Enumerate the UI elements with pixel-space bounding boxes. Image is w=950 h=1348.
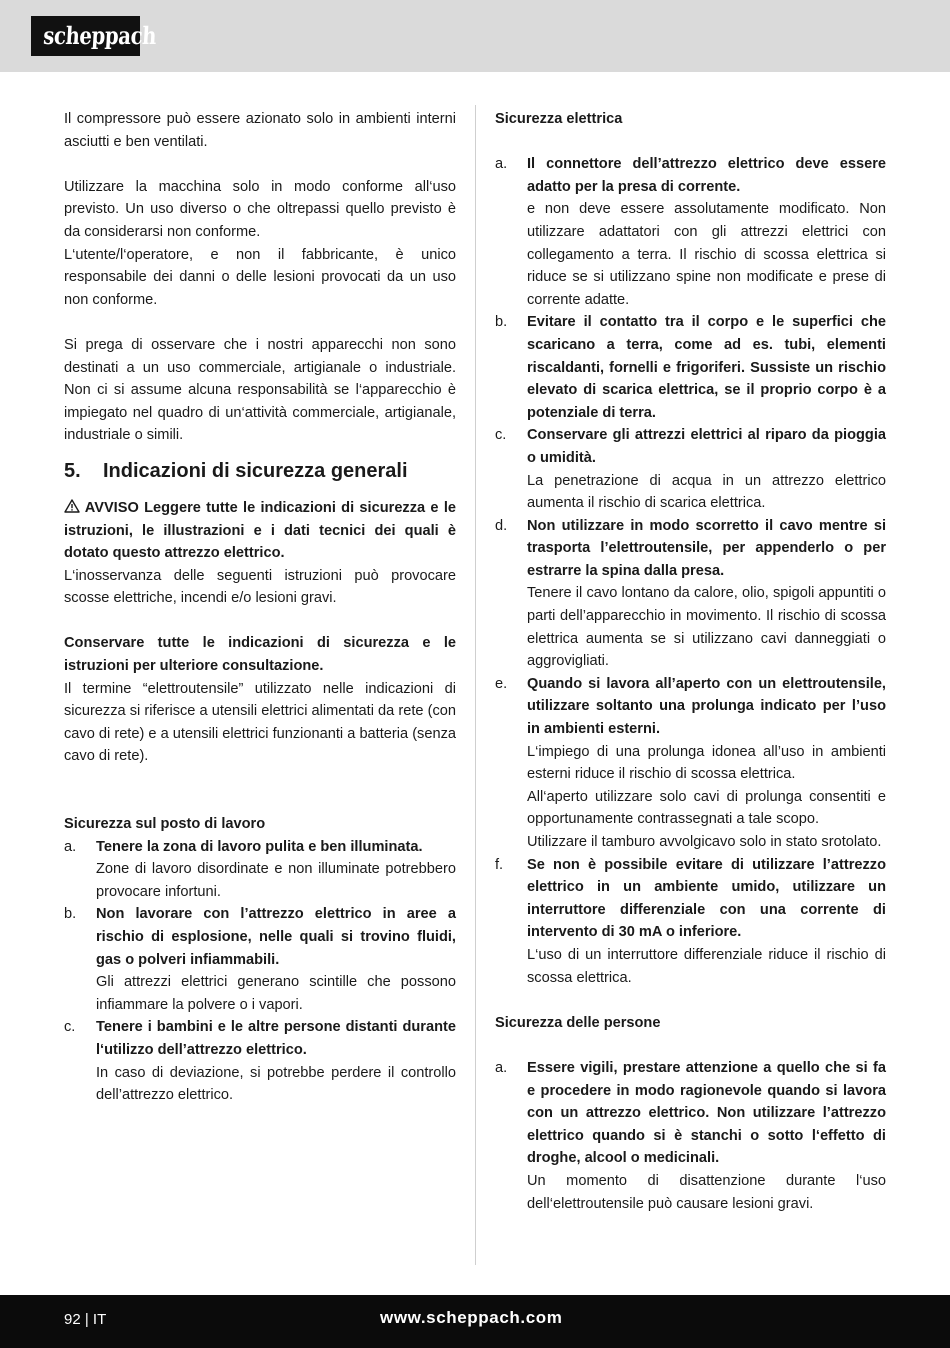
item-text: Utilizzare il tamburo avvolgicavo solo in stato srotolato. xyxy=(527,834,882,850)
item-text: Un momento di disattenzione durante l‘uso dell‘elettroutensile può causare lesioni gravi. xyxy=(527,1172,886,1212)
warning-text: L‘inosservanza delle seguenti istruzioni può provocare scosse elettriche, incendi e/o lesioni gravi. xyxy=(64,567,456,607)
item-text: All‘aperto utilizzare solo cavi di prolunga consentiti e opportunamente contrassegnati a tale scopo. xyxy=(527,788,886,828)
paragraph-non-commercial: Si prega di osservare che i nostri apparecchi non sono destinati a un uso commerciale, artigianale o industriale. Non ci si assume alcuna responsabilità se l‘apparecchio è impiegato nel quadro di un‘attività commerciale, artigianale, industriale o simili. xyxy=(64,336,456,444)
right-column xyxy=(495,108,886,1215)
item-bold: Non lavorare con l’attrezzo elettrico in aree a rischio di esplosione, nelle quali si trovino fluidi, gas o polveri infiammabili. xyxy=(96,906,456,968)
item-letter: b. xyxy=(64,906,77,923)
item-text: Gli attrezzi elettrici generano scintille che possono infiammare la polvere o i vapori. xyxy=(96,974,456,1013)
warning-notice xyxy=(64,497,456,565)
website-url: www.scheppach.com xyxy=(380,1308,563,1327)
list-item xyxy=(495,515,886,673)
column-divider xyxy=(475,105,476,1265)
item-bold: Tenere i bambini e le altre persone distanti durante l‘utilizzo dell’attrezzo elettrico. xyxy=(96,1019,456,1058)
item-letter: a. xyxy=(64,838,77,855)
list-item xyxy=(495,1057,886,1215)
item-bold: Tenere la zona di lavoro pulita e ben illuminata. xyxy=(96,838,423,855)
section-number: 5. xyxy=(64,459,81,482)
list-item xyxy=(64,1016,456,1106)
page-number: 92 | IT xyxy=(64,1311,107,1328)
item-text: Zone di lavoro disordinate e non illuminate potrebbero provocare infortuni. xyxy=(96,861,456,900)
item-bold: Evitare il contatto tra il corpo e le superfici che scaricano a terra, come ad es. tubi, elementi riscaldanti, fornelli e frigoriferi. Sussiste un rischio elevato di scarica elettrica, se il proprio corpo è a potenziale di terra. xyxy=(527,314,886,421)
persons-heading: Sicurezza delle persone xyxy=(495,1014,661,1031)
electric-heading: Sicurezza elettrica xyxy=(495,111,623,127)
keep-instructions-text: Il termine “elettroutensile” utilizzato nelle indicazioni di sicurezza si riferisce a utensili elettrici alimentati da rete (con cavo di rete) e a utensili elettrici funzionanti a batteria (senza cavo di rete). xyxy=(64,680,456,765)
section-heading xyxy=(64,457,456,485)
item-bold: Il connettore dell’attrezzo elettrico deve essere adatto per la presa di corrente. xyxy=(527,156,886,195)
page-footer xyxy=(0,1295,950,1348)
list-item xyxy=(64,903,456,1016)
list-item xyxy=(495,153,886,311)
warning-bold-text: AVVISO Leggere tutte le indicazioni di sicurezza e le istruzioni, le illustrazioni e i dati tecnici dei quali è dotato questo attrezzo elettrico. xyxy=(64,499,456,562)
item-text: La penetrazione di acqua in un attrezzo elettrico aumenta il rischio di scarica elettrica. xyxy=(527,472,886,512)
item-bold: Se non è possibile evitare di utilizzare l’attrezzo elettrico in un ambiente umido, utilizzare un interruttore differenziale con una corrente di intervento di 30 mA o inferiore. xyxy=(527,856,886,941)
item-text: Tenere il cavo lontano da calore, olio, spigoli appuntiti o parti dell’apparecchio in movimento. Il rischio di scossa elettrica aumenta se si utilizzano cavi danneggiati o aggrovigliati. xyxy=(527,585,886,670)
item-text: L‘uso di un interruttore differenziale riduce il rischio di scossa elettrica. xyxy=(527,946,886,986)
item-bold: Essere vigili, prestare attenzione a quello che si fa e procedere in modo ragionevole quando si lavora con un attrezzo elettrico. Non utilizzare l’attrezzo elettrico quando si è stanchi o sotto l‘effetto di droghe, alcool o medicinali. xyxy=(527,1059,886,1167)
warning-triangle-icon xyxy=(64,499,80,513)
item-letter: a. xyxy=(495,156,508,173)
item-letter: b. xyxy=(495,314,508,331)
list-item xyxy=(495,673,886,854)
paragraph-intended-use: Utilizzare la macchina solo in modo conforme all‘uso previsto. Un uso diverso o che oltrepassi quello previsto è da considerarsi non conforme. xyxy=(64,178,456,240)
left-column xyxy=(64,108,456,1107)
list-item xyxy=(495,311,886,424)
item-text: L‘impiego di una prolunga idonea all’uso in ambienti esterni riduce il rischio di scossa elettrica. xyxy=(527,743,886,783)
item-bold: Quando si lavora all’aperto con un elettroutensile, utilizzare soltanto una prolunga indicato per l’uso in ambienti esterni. xyxy=(527,675,886,738)
item-bold: Non utilizzare in modo scorretto il cavo mentre si trasporta l’elettroutensile, per appenderlo o per estrarre la spina dalla presa. xyxy=(527,517,886,579)
item-letter: c. xyxy=(64,1019,76,1036)
paragraph-user-responsibility: L‘utente/l‘operatore, e non il fabbricante, è unico responsabile dei danni o delle lesioni provocati da un uso non conforme. xyxy=(64,246,456,308)
list-item xyxy=(495,424,886,514)
item-bold: Conservare gli attrezzi elettrici al riparo da pioggia o umidità. xyxy=(527,427,886,466)
scheppach-logo: scheppach xyxy=(31,16,140,56)
list-item xyxy=(495,854,886,990)
page-header xyxy=(0,0,950,72)
item-text: e non deve essere assolutamente modificato. Non utilizzare adattatori con gli attrezzi elettrici con collegamento a terra. Il rischio di scossa elettrica si riduce se si utilizzano spine non modificate e prese di corrente adatte. xyxy=(527,201,886,308)
list-item xyxy=(64,836,456,904)
item-letter: a. xyxy=(495,1059,508,1076)
item-letter: c. xyxy=(495,427,507,444)
workplace-heading: Sicurezza sul posto di lavoro xyxy=(64,816,266,833)
item-letter: f. xyxy=(495,856,504,873)
item-text: In caso di deviazione, si potrebbe perdere il controllo dell’attrezzo elettrico. xyxy=(96,1064,456,1104)
keep-instructions-bold: Conservare tutte le indicazioni di sicurezza e le istruzioni per ulteriore consultazione. xyxy=(64,635,456,675)
paragraph-indoor-use: Il compressore può essere azionato solo in ambienti interni asciutti e ben ventilati. xyxy=(64,111,456,150)
item-letter: e. xyxy=(495,675,508,692)
section-title: Indicazioni di sicurezza generali xyxy=(103,459,408,482)
item-letter: d. xyxy=(495,517,508,534)
